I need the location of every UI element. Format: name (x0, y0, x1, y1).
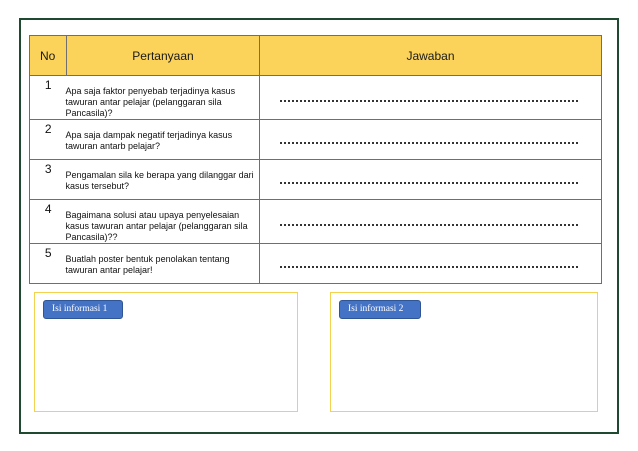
info-label-2: Isi informasi 2 (339, 300, 421, 319)
table-row (30, 160, 602, 200)
question-text: Apa saja dampak negatif terjadinya kasus tawuran antarb pelajar? (65, 130, 233, 151)
question-table (29, 35, 602, 284)
answer-line (280, 100, 578, 102)
row-number: 4 (30, 200, 67, 244)
info-label-1: Isi informasi 1 (43, 300, 123, 319)
question-text: Pengamalan sila ke berapa yang dilanggar dari kasus tersebut? (65, 170, 254, 191)
table-row (30, 76, 602, 120)
header-answer: Jawaban (260, 36, 602, 76)
answer-cell[interactable] (260, 244, 602, 284)
header-no: No (30, 36, 67, 76)
table-row (30, 120, 602, 160)
info-box-2[interactable] (330, 292, 598, 412)
answer-cell[interactable] (260, 120, 602, 160)
table-row (30, 244, 602, 284)
question-cell (67, 160, 260, 200)
question-cell (67, 244, 260, 284)
answer-cell[interactable] (260, 200, 602, 244)
answer-line (280, 142, 578, 144)
answer-cell[interactable] (260, 160, 602, 200)
table-row (30, 200, 602, 244)
info-box-1[interactable] (34, 292, 298, 412)
row-number: 2 (30, 120, 67, 160)
question-text: Buatlah poster bentuk penolakan tentang tawuran antar pelajar! (65, 254, 230, 275)
table-header-row (30, 36, 602, 76)
question-text: Apa saja faktor penyebab terjadinya kasus tawuran antar pelajar (pelanggaran sila Pancasila)? (65, 86, 236, 118)
answer-line (280, 224, 578, 226)
header-question: Pertanyaan (67, 36, 260, 76)
answer-cell[interactable] (260, 76, 602, 120)
row-number: 3 (30, 160, 67, 200)
question-cell (67, 76, 260, 120)
question-text: Bagaimana solusi atau upaya penyelesaian kasus tawuran antar pelajar (pelanggaran sila Pancasila)?? (65, 210, 248, 242)
answer-line (280, 182, 578, 184)
question-cell (67, 120, 260, 160)
answer-line (280, 266, 578, 268)
question-cell (67, 200, 260, 244)
row-number: 5 (30, 244, 67, 284)
row-number: 1 (30, 76, 67, 120)
